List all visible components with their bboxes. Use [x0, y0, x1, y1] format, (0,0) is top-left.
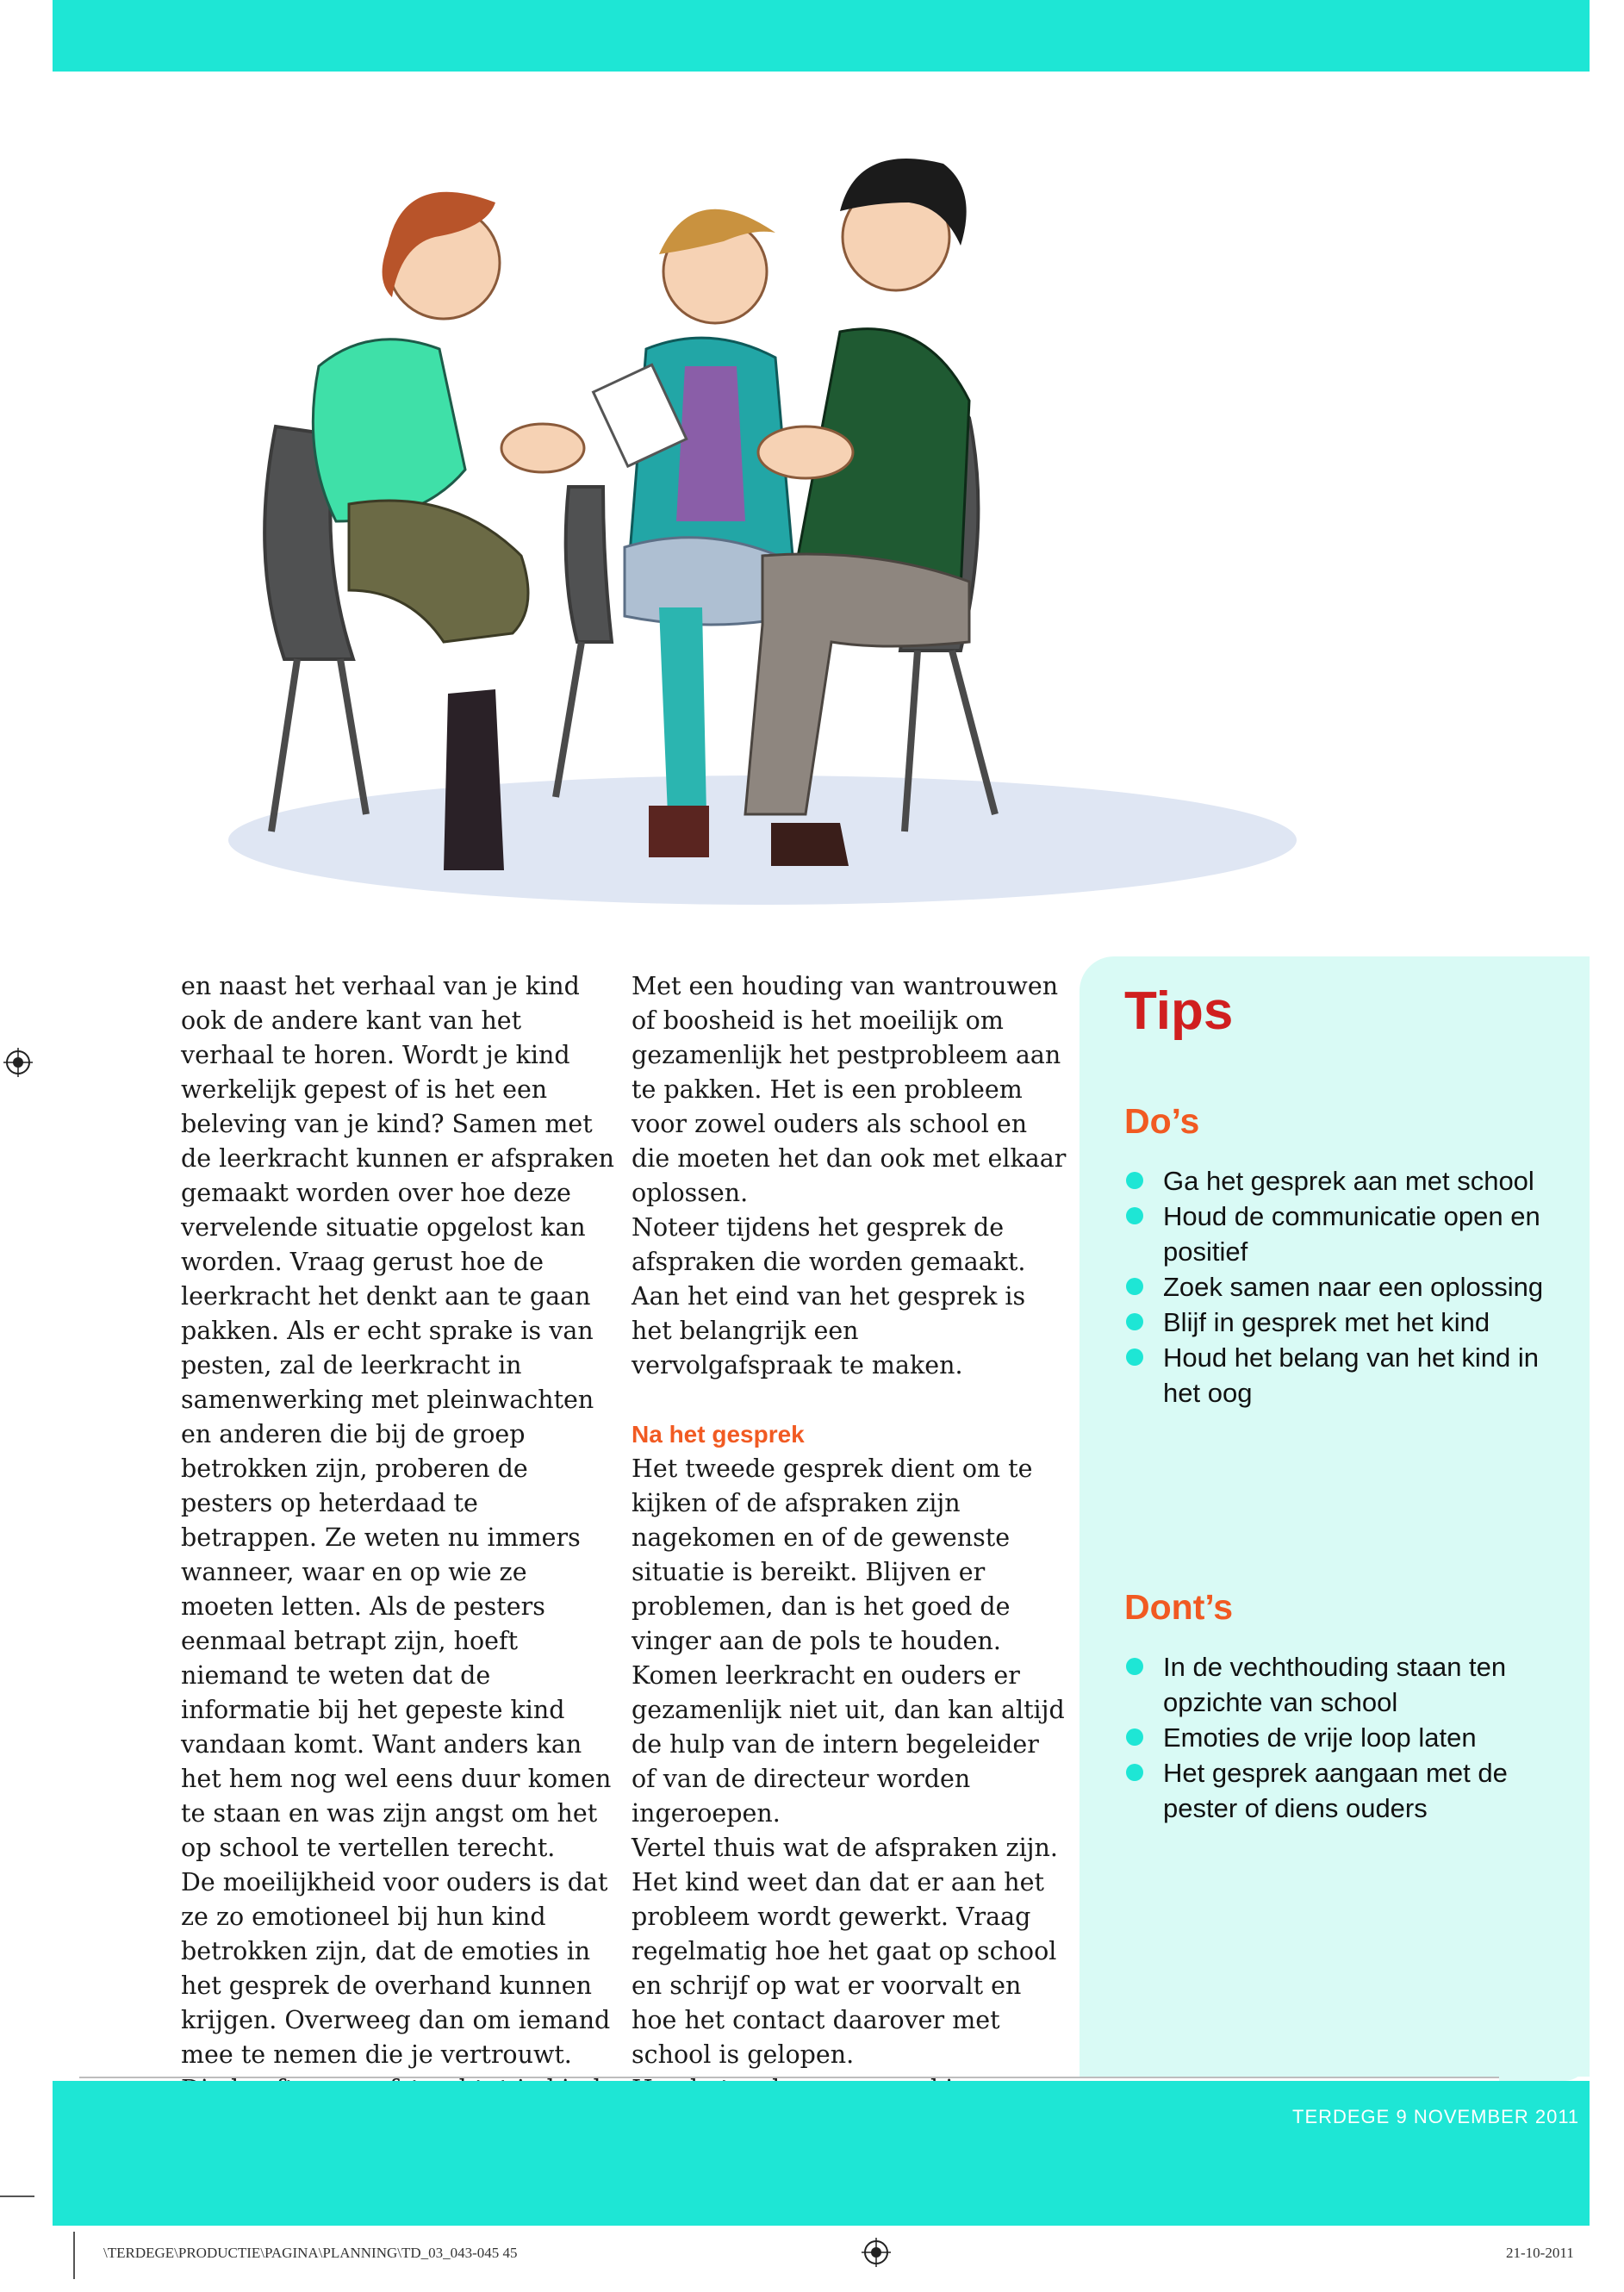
print-slug-date: 21-10-2011: [1506, 2245, 1574, 2261]
registration-mark-icon: [862, 2238, 891, 2267]
top-color-band: [53, 0, 1590, 72]
donts-list-item: In de vechthouding staan ten opzichte van school: [1124, 1649, 1555, 1720]
tips-title: Tips: [1124, 981, 1234, 1041]
column2-paragraph: Vertel thuis wat de afspraken zijn. Het kind weet dan dat er aan het probleem wordt gewerkt. Vraag regelmatig hoe het gaat op school en schrijf op wat er voorvalt en hoe het contact daarover met school is gelopen.: [632, 1834, 1058, 2069]
column2-paragraph: Noteer tijdens het gesprek de afspraken die worden gemaakt. Aan het eind van het gesprek is het belangrijk een vervolgafspraak te maken.: [632, 1213, 1026, 1380]
footer-magazine: TERDEGE: [1292, 2106, 1391, 2127]
crop-mark: [73, 2232, 75, 2279]
column-rule: [79, 2077, 1544, 2078]
donts-list: [1124, 1649, 1555, 1826]
column1-paragraph: De moeilijkheid voor ouders is dat ze zo emotioneel bij hun kind betrokken zijn, dat de emoties in het gesprek de overhand kunnen krijgen. Overweeg dan om iemand mee te nemen die je vertrouwt.: [181, 1868, 611, 2069]
print-slug-path: \TERDEGE\PRODUCTIE\PAGINA\PLANNING\TD_03_043-045 45: [103, 2245, 518, 2261]
donts-list-item: Het gesprek aangaan met de pester of diens ouders: [1124, 1755, 1555, 1826]
footer-date: 9 NOVEMBER 2011: [1396, 2106, 1580, 2127]
illustration-parent-teacher-meeting: [177, 142, 1297, 918]
column2-paragraph: Het tweede gesprek dient om te kijken of de afspraken zijn nagekomen en of de gewenste situatie is bereikt. Blijven er problemen, dan is het goed de vinger aan de pols te houden. Komen leerkracht en ouders er gezamenlijk niet uit, dan kan altijd de hulp van de intern begeleider of van de directeur worden ingeroepen.: [632, 1454, 1065, 1828]
dos-list-item: Zoek samen naar een oplossing: [1124, 1269, 1555, 1305]
section-subheading: Na het gesprek: [632, 1421, 805, 1448]
crop-mark: [0, 2195, 34, 2197]
article-column-2: [632, 969, 1067, 2176]
donts-list-item: Emoties de vrije loop laten: [1124, 1720, 1555, 1755]
dos-list-item: Blijf in gesprek met het kind: [1124, 1305, 1555, 1340]
column2-paragraph: Met een houding van wantrouwen of boosheid is het moeilijk om gezamenlijk het pestprobleem aan te pakken. Het is een probleem voor zowel ouders als school en die moeten het dan ook met elkaar oplossen.: [632, 972, 1067, 1207]
dos-heading: Do’s: [1124, 1101, 1200, 1141]
registration-mark-icon: [3, 1048, 33, 1077]
donts-heading: Dont’s: [1124, 1587, 1234, 1627]
top-band-corner: [1499, 72, 1590, 106]
woman-left-figure: [313, 192, 584, 870]
dos-list-item: Houd het belang van het kind in het oog: [1124, 1340, 1555, 1411]
dos-list-item: Ga het gesprek aan met school: [1124, 1163, 1555, 1199]
column1-paragraph: en naast het verhaal van je kind ook de andere kant van het verhaal te horen. Wordt je kind werkelijk gepest of is het een beleving van je kind? Samen met de leerkracht kunnen er afspraken gemaakt worden over hoe deze vervelende situatie opgelost kan worden. Vraag gerust hoe de leerkracht het denkt aan te gaan pakken. Als er echt sprake is van pesten, zal de leerkracht in samenwerking met pleinwachten en anderen die bij de groep betrokken zijn, proberen de pesters op heterdaad te betrappen. Ze weten nu immers wanneer, waar en op wie ze moeten letten. Als de pesters eenmaal betrapt zijn, hoeft niemand te weten dat de informatie bij het gepeste kind vandaan komt. Want anders kan het hem nog wel eens duur komen te staan en was zijn angst om het op school te vertellen terecht.: [181, 972, 615, 1862]
dos-list: [1124, 1163, 1555, 1411]
footer-page-number: 45: [1597, 2102, 1624, 2128]
page-footer: [1292, 2102, 1624, 2129]
dos-list-item: Houd de communicatie open en positief: [1124, 1199, 1555, 1269]
article-column-1: [181, 969, 616, 2176]
bottom-band-corner: [1499, 2055, 1590, 2081]
tips-sidebar: [1080, 956, 1590, 2077]
